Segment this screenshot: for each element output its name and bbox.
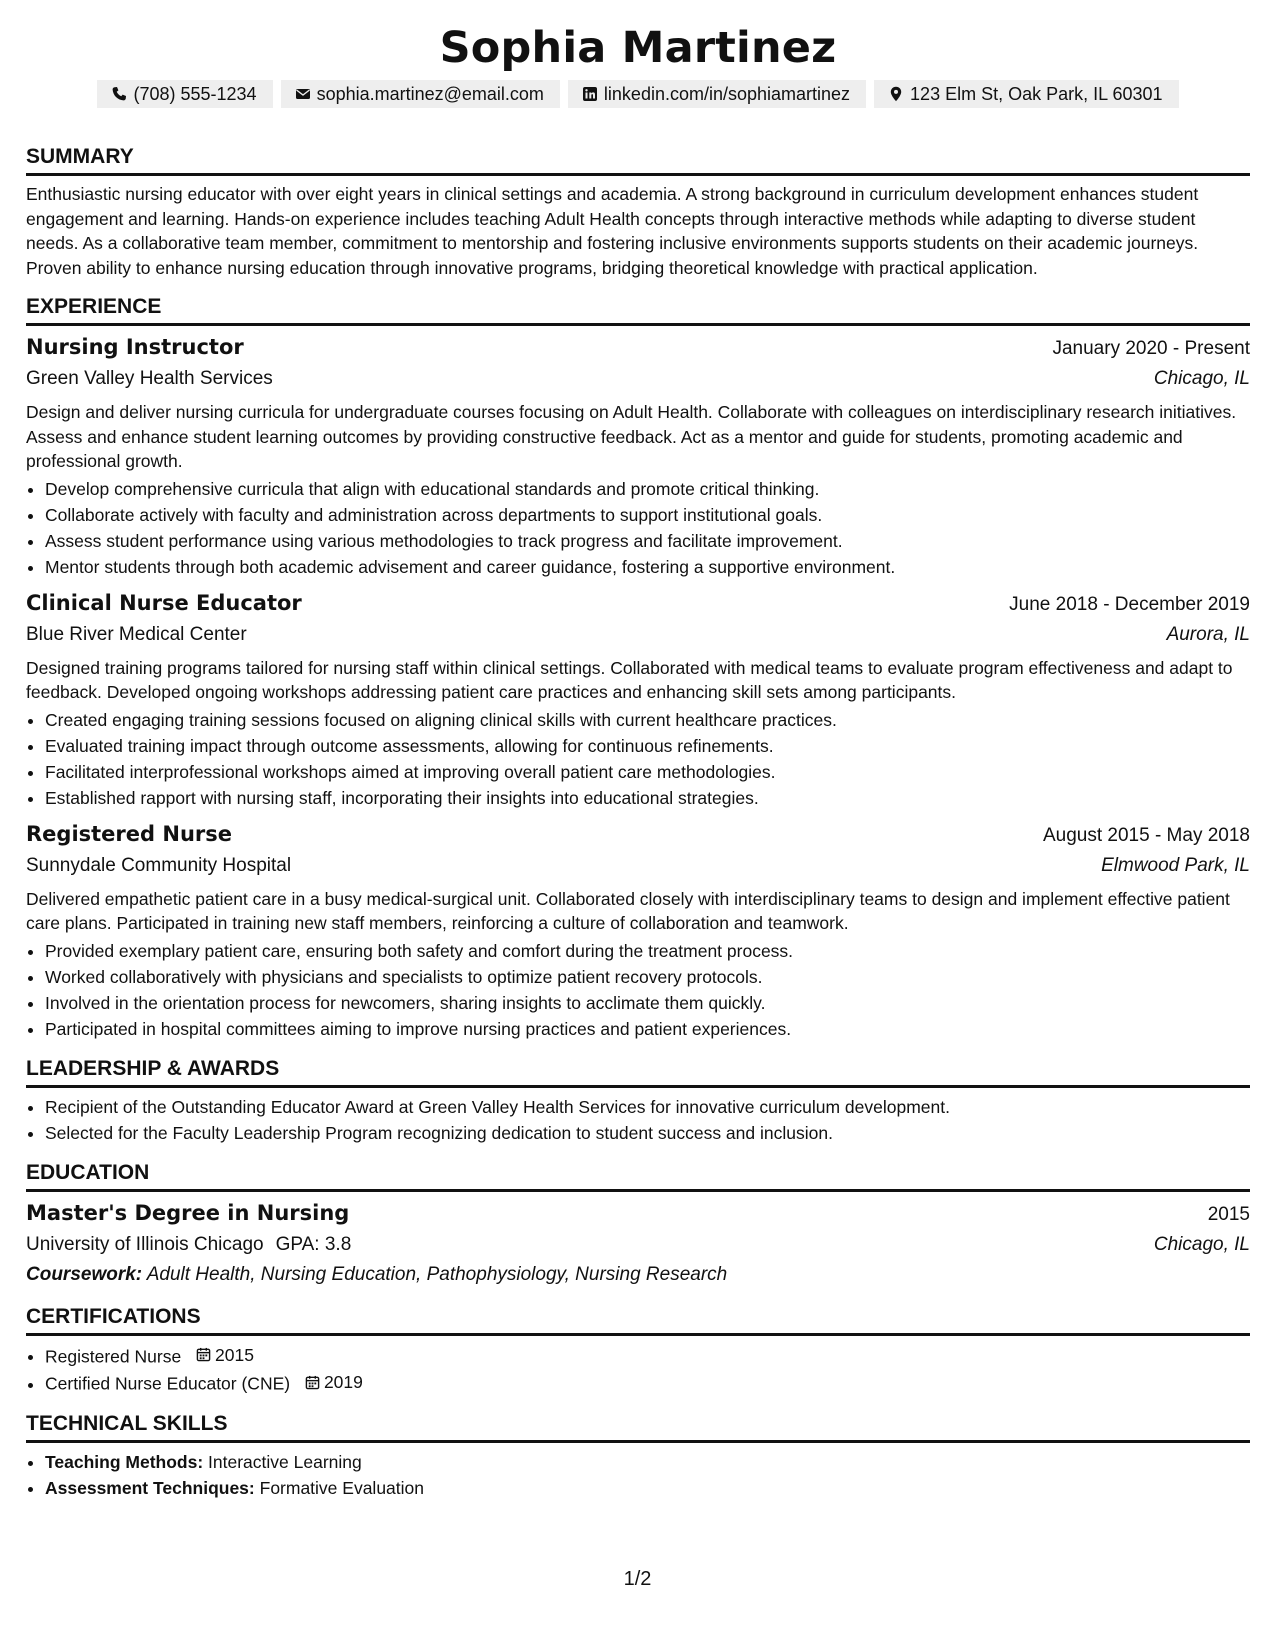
calendar-icon <box>196 1347 211 1362</box>
list-item: • Created engaging training sessions focused on aligning clinical skills with current healthcare practices. <box>45 707 1250 733</box>
skill-label: Assessment Techniques: <box>45 1477 255 1498</box>
contact-linkedin[interactable] <box>568 80 866 108</box>
cert-name: Registered Nurse <box>45 1346 182 1366</box>
summary-text: Enthusiastic nursing educator with over eight years in clinical settings and academia. A strong background in curriculum development enhances student engagement and learning. Hands-on experience includes teaching Adult Health concepts through interactive methods while adapting to diverse student needs. As a collaborative team member, commitment to mentorship and fostering inclusive environments supports students on their academic journeys. Proven ability to enhance nursing education through innovative programs, bridging theoretical knowledge with practical application. <box>26 184 1199 278</box>
summary-section <box>26 144 1250 280</box>
cert-list <box>26 1342 1250 1397</box>
coursework <box>26 1260 1250 1290</box>
candidate-name: Sophia Martinez <box>439 23 837 73</box>
cert-date <box>305 1369 363 1395</box>
linkedin-text: linkedin.com/in/sophiamartinez <box>603 83 851 104</box>
skill-label: Teaching Methods: <box>45 1451 204 1472</box>
job-title: Clinical Nurse Educator <box>26 590 302 615</box>
experience-section <box>26 294 1250 1042</box>
list-item: • Develop comprehensive curricula that align with educational standards and promote critical thinking. <box>45 476 1250 502</box>
list-item: • Provided exemplary patient care, ensuring both safety and comfort during the treatment process. <box>45 938 1250 964</box>
phone-text: (708) 555-1234 <box>133 83 257 104</box>
coursework-list: Adult Health, Nursing Education, Pathophysiology, Nursing Research <box>146 1263 728 1285</box>
section-title: EXPERIENCE <box>26 294 1250 326</box>
job-location: Elmwood Park, IL <box>1101 854 1250 876</box>
job-organization: Green Valley Health Services <box>26 368 273 389</box>
job-entry <box>26 588 1250 811</box>
cert-year: 2015 <box>215 1344 254 1365</box>
section-title: SUMMARY <box>26 144 1250 176</box>
cert-date <box>196 1342 254 1368</box>
phone-icon <box>111 86 127 102</box>
list-item: • Mentor students through both academic advisement and career guidance, fostering a supportive environment. <box>45 554 1250 580</box>
skills-list <box>26 1449 1250 1501</box>
list-item: • Evaluated training impact through outcome assessments, allowing for continuous refinements. <box>45 733 1250 759</box>
linkedin-icon <box>582 86 598 102</box>
skills-section <box>26 1411 1250 1501</box>
contact-address[interactable] <box>874 80 1178 108</box>
section-title: CERTIFICATIONS <box>26 1304 1250 1336</box>
envelope-icon <box>295 86 311 102</box>
education-section <box>26 1160 1250 1290</box>
job-organization: Sunnydale Community Hospital <box>26 854 292 876</box>
skill-value: Formative Evaluation <box>259 1477 425 1498</box>
job-date: June 2018 - December 2019 <box>1009 593 1250 615</box>
skill-value: Interactive Learning <box>208 1451 362 1472</box>
contact-bar <box>26 80 1250 108</box>
list-item: • Participated in hospital committees aiming to improve nursing practices and patient experiences. <box>45 1016 1250 1042</box>
calendar-icon <box>305 1375 320 1390</box>
job-date: August 2015 - May 2018 <box>1042 824 1250 846</box>
job-organization: Blue River Medical Center <box>26 623 247 645</box>
section-title: LEADERSHIP & AWARDS <box>26 1056 1250 1088</box>
list-item <box>45 1342 1250 1370</box>
map-pin-icon <box>888 86 904 102</box>
job-bullets <box>26 707 1250 811</box>
school-location: Chicago, IL <box>1153 1233 1250 1255</box>
cert-name: Certified Nurse Educator (CNE) <box>45 1373 291 1394</box>
job-title: Registered Nurse <box>26 821 232 846</box>
job-bullets <box>26 938 1250 1042</box>
page-number: 1/2 <box>623 1568 652 1590</box>
degree-title: Master's Degree in Nursing <box>26 1200 350 1225</box>
list-item: • Assess student performance using various methodologies to track progress and facilitate improvement. <box>45 528 1250 554</box>
email-text: sophia.martinez@email.com <box>316 83 544 104</box>
cert-year: 2019 <box>323 1372 363 1392</box>
coursework-label: Coursework: <box>26 1263 143 1285</box>
certifications-section <box>26 1304 1250 1397</box>
job-description: Design and deliver nursing curricula for undergraduate courses focusing on Adult Health. Collaborate with colleagues on interdisciplinary research initiatives. Assess and enhance student learning outcomes by providing constructive feedback. Act as a mentor and guide for students, promoting academic and professional growth. <box>26 402 1237 471</box>
school-name: University of Illinois Chicago <box>26 1233 264 1255</box>
list-item <box>45 1475 1250 1501</box>
list-item: • Worked collaboratively with physicians and specialists to optimize patient recovery protocols. <box>45 964 1250 990</box>
leadership-section <box>26 1056 1250 1146</box>
job-description: Delivered empathetic patient care in a busy medical-surgical unit. Collaborated closely with interdisciplinary teams to design and implement effective patient care plans. Participated in training new staff members, reinforcing a culture of collaboration and teamwork. <box>26 888 1230 933</box>
list-item: • Selected for the Faculty Leadership Program recognizing dedication to student success and inclusion. <box>45 1120 1250 1146</box>
list-item <box>45 1449 1250 1475</box>
list-item: • Recipient of the Outstanding Educator Award at Green Valley Health Services for innovative curriculum development. <box>45 1094 1250 1120</box>
address-text: 123 Elm St, Oak Park, IL 60301 <box>910 83 1163 104</box>
list-item: • Established rapport with nursing staff, incorporating their insights into educational strategies. <box>45 785 1250 811</box>
job-bullets <box>26 476 1250 580</box>
resume-page <box>26 20 1250 1515</box>
job-description: Designed training programs tailored for nursing staff within clinical settings. Collaborated with medical teams to evaluate program effectiveness and adapt to feedback. Developed ongoing workshops addressing patient care practices and enhancing skill sets among participants. <box>26 657 1233 702</box>
award-list <box>26 1094 1250 1146</box>
list-item: • Collaborate actively with faculty and administration across departments to support institutional goals. <box>45 502 1250 528</box>
contact-phone[interactable] <box>97 80 272 108</box>
list-item: • Involved in the orientation process for newcomers, sharing insights to acclimate them quickly. <box>45 990 1250 1016</box>
list-item: • Facilitated interprofessional workshops aimed at improving overall patient care methodologies. <box>45 759 1250 785</box>
job-date: January 2020 - Present <box>1052 338 1250 359</box>
school-line <box>26 1230 351 1260</box>
graduation-year: 2015 <box>1207 1203 1250 1225</box>
job-entry <box>26 332 1250 580</box>
section-title: EDUCATION <box>26 1160 1250 1192</box>
contact-email[interactable] <box>281 80 560 108</box>
section-title: TECHNICAL SKILLS <box>26 1411 1250 1443</box>
job-title: Nursing Instructor <box>26 335 244 359</box>
list-item <box>45 1369 1250 1397</box>
job-location: Chicago, IL <box>1153 368 1250 389</box>
job-location: Aurora, IL <box>1166 623 1250 645</box>
gpa: GPA: 3.8 <box>275 1233 352 1255</box>
job-entry <box>26 819 1250 1042</box>
